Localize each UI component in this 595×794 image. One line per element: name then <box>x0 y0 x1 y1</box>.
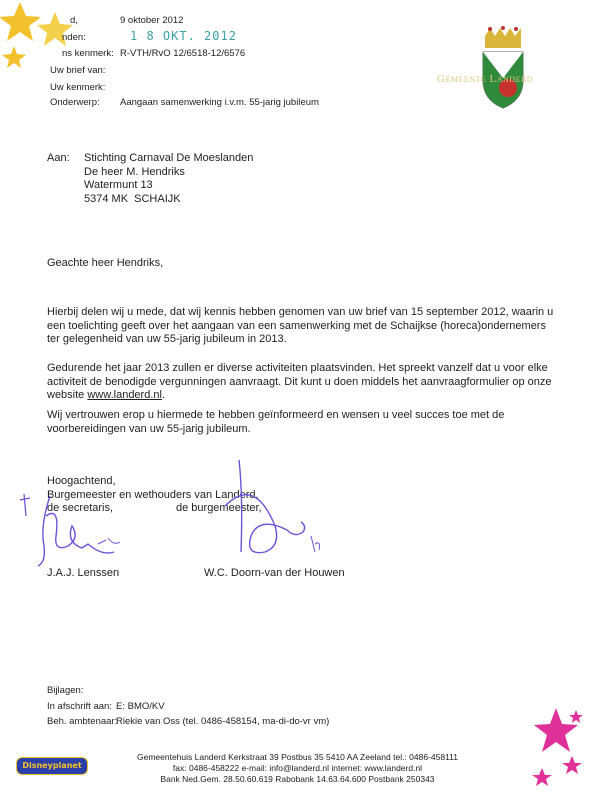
star-decoration-bottom-right <box>520 706 595 794</box>
received-label: nden: <box>62 32 86 43</box>
watermark-text: Disneyplanet <box>22 761 82 770</box>
date-value: 9 oktober 2012 <box>120 15 184 26</box>
footer-line-3: Bank Ned.Gem. 28.50.60.619 Rabobank 14.63.64.600 Postbank 250343 <box>160 774 435 784</box>
paragraph-2 <box>47 362 557 403</box>
secretary-title: de secretaris, <box>47 502 114 514</box>
official-label: Beh. ambtenaar: <box>47 716 118 727</box>
address-line: Watermunt 13 <box>84 179 153 191</box>
date-label: d, <box>70 15 78 26</box>
paragraph-2-text: Gedurende het jaar 2013 zullen er diverse activiteiten plaatsvinden. Het spreekt vanzelf dat u voor elke activiteit de benodigde vergunningen aanvraagt. Dit kunt u doen middels het aanvraagformulier op onze website <box>47 362 552 401</box>
mayor-name: W.C. Doorn-van der Houwen <box>204 567 345 579</box>
footer-line-1: Gemeentehuis Landerd Kerkstraat 39 Postbus 35 5410 AA Zeeland tel.: 0486-458111 <box>136 752 459 762</box>
star-icon <box>562 756 582 774</box>
municipality-logo-text: Gemeente Landerd <box>437 73 534 85</box>
copy-label: In afschrift aan: <box>47 701 112 712</box>
reference-value: R-VTH/RvO 12/6518-12/6576 <box>120 48 246 59</box>
star-icon <box>0 2 41 41</box>
address-label: Aan: <box>47 152 70 164</box>
address-line: 5374 MK SCHAIJK <box>84 193 181 205</box>
subject-value: Aangaan samenwerking i.v.m. 55-jarig jubileum <box>120 97 319 108</box>
secretary-name: J.A.J. Lenssen <box>47 567 120 579</box>
reference-label: ns kenmerk: <box>62 48 114 59</box>
star-icon <box>2 46 26 68</box>
address-line: De heer M. Hendriks <box>84 166 185 178</box>
star-icon <box>569 710 583 723</box>
enclosures-label: Bijlagen: <box>47 685 84 696</box>
mayor-title: de burgemeester, <box>176 502 262 514</box>
address-line: Stichting Carnaval De Moeslanden <box>84 152 254 164</box>
your-letter-label: Uw brief van: <box>50 65 106 76</box>
mayor-signature <box>215 456 335 576</box>
subject-label: Onderwerp: <box>50 97 100 108</box>
star-icon <box>534 708 578 752</box>
copy-value: E: BMO/KV <box>116 701 165 712</box>
paragraph-2-end: . <box>161 389 166 401</box>
salutation: Geachte heer Hendriks, <box>47 257 164 269</box>
received-stamp: 1 8 OKT. 2012 <box>130 29 237 43</box>
closing-sender: Burgemeester en wethouders van Landerd, <box>47 489 259 501</box>
closing-greeting: Hoogachtend, <box>47 475 116 487</box>
paragraph-3: Wij vertrouwen erop u hiermede te hebben geïnformeerd en wensen u veel succes toe met de voorbereidingen van uw 55-jarig jubileum. <box>47 409 505 435</box>
watermark-logo <box>16 757 88 775</box>
star-icon <box>532 768 552 786</box>
footer-line-2: fax: 0486-458222 e-mail: info@landerd.nl internet: www.landerd.nl <box>172 763 423 773</box>
your-reference-label: Uw kenmerk: <box>50 82 106 93</box>
website-link[interactable]: www.landerd.nl <box>87 389 162 401</box>
municipality-crest-icon <box>478 26 528 116</box>
official-value: Riekie van Oss (tel. 0486-458154, ma-di-do-vr vm) <box>116 716 330 727</box>
secretary-signature <box>10 486 130 576</box>
paragraph-1: Hierbij delen wij u mede, dat wij kennis hebben genomen van uw brief van 15 september 2012, waarin u een toelichting geeft over het aangaan van een samenwerking met de Schaijkse (horeca)ondernemers ter gelegenheid van uw 55-jarig jubileum in 2013. <box>47 306 554 345</box>
